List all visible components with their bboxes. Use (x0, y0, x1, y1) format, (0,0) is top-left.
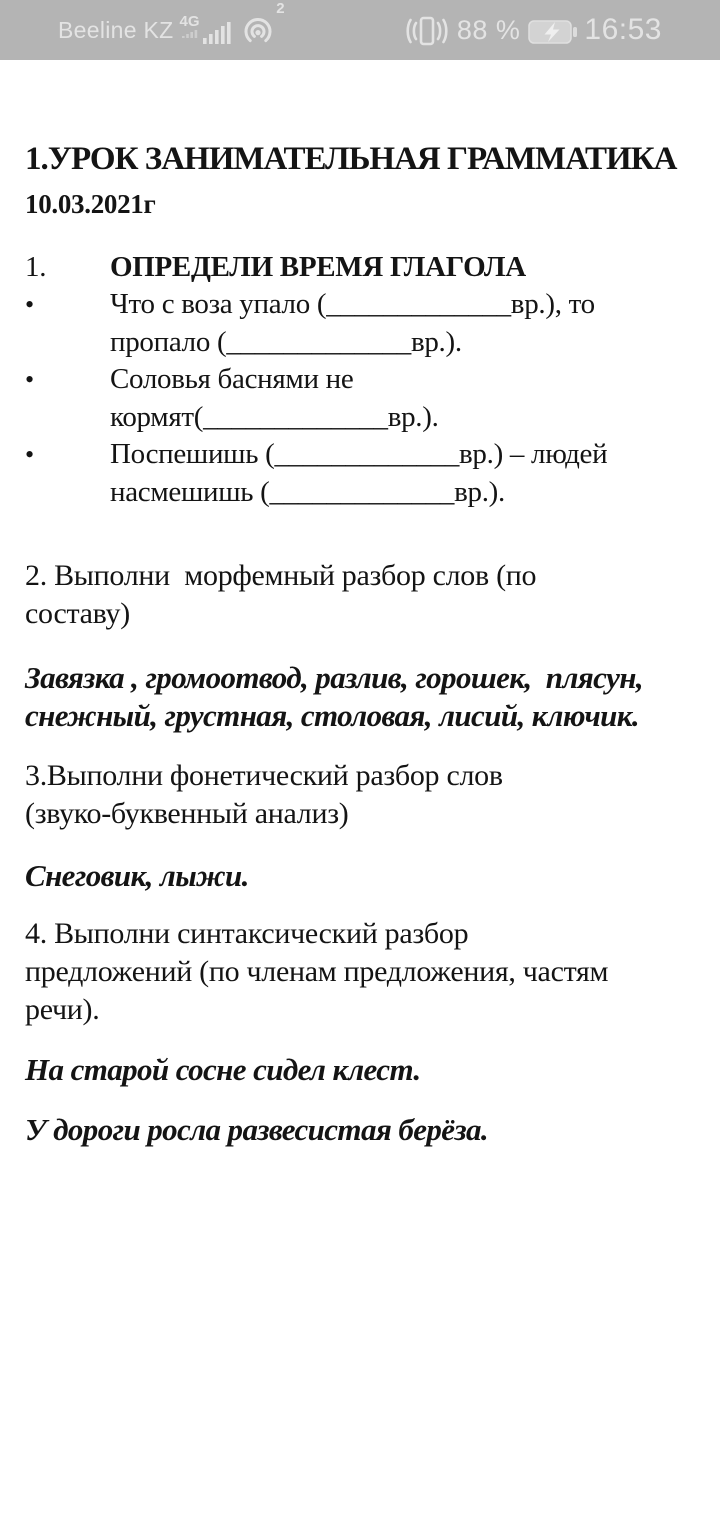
carrier-label: Beeline KZ (58, 16, 174, 43)
word-list-line: снежный, грустная, столовая, лисий, ключик. (25, 698, 640, 733)
task-4-section (25, 915, 695, 1029)
task-3-section (25, 757, 695, 833)
task-3-word-list (25, 857, 695, 895)
word-list-line: Завязка , громоотвод, разлив, горошек, плясун, (25, 660, 643, 695)
bullet-item (25, 436, 695, 511)
task-3-text-line: (звуко-буквенный анализ) (25, 797, 349, 830)
bullet-line: Соловья баснями не (110, 363, 354, 395)
bullet-line: пропало (_____________вр.). (110, 325, 462, 358)
status-left-cluster (58, 0, 285, 49)
hotspot-icon (241, 15, 275, 49)
battery-charging-icon (528, 18, 578, 46)
clock-time: 16:53 (584, 13, 662, 46)
task-1-heading: ОПРЕДЕЛИ ВРЕМЯ ГЛАГОЛА (110, 251, 526, 283)
status-bar (0, 0, 720, 60)
bullet-line: Что с воза упало (_____________вр.), то (110, 288, 595, 320)
bullet-item (25, 361, 695, 436)
task-2-section (25, 557, 695, 633)
bullet-item (25, 286, 695, 361)
vibrate-icon (405, 15, 449, 47)
document-viewport[interactable] (0, 138, 720, 1149)
bullet-text (110, 361, 439, 436)
battery-percent: 88 % (456, 14, 521, 45)
bullet-text (110, 436, 607, 511)
hotspot-indicator (241, 0, 285, 49)
document-title: 1.УРОК ЗАНИМАТЕЛЬНАЯ ГРАММАТИКА (25, 141, 677, 177)
task-1-number: 1. (25, 251, 47, 283)
bullet-line: насмешишь (_____________вр.). (110, 475, 505, 508)
task-2-word-list (25, 659, 695, 735)
task-2-text-line: 2. Выполни морфемный разбор слов (по (25, 559, 537, 592)
network-type-badge: 4G (180, 14, 200, 38)
task-4-text-line: речи). (25, 993, 100, 1026)
word-list-line: Снеговик, лыжи. (25, 858, 249, 893)
task-2-text-line: составу) (25, 597, 130, 630)
signal-bars-icon (203, 21, 231, 44)
task-3-text-line: 3.Выполни фонетический разбор слов (25, 759, 503, 792)
task-4-text-line: предложений (по членам предложения, частям (25, 955, 609, 988)
bullet-marker: • (25, 290, 34, 319)
task-4-text-line: 4. Выполни синтаксический разбор (25, 917, 469, 950)
bullet-line: Поспешишь (_____________вр.) – людей (110, 438, 608, 470)
task-4-sentence: На старой сосне сидел клест. (25, 1052, 421, 1087)
sim-signal-mini-icon (182, 30, 198, 38)
task-4-sentence: У дороги росла развесистая берёза. (25, 1112, 488, 1147)
task-1-heading-row (25, 248, 695, 286)
bullet-marker: • (25, 365, 34, 394)
bullet-text (110, 286, 595, 361)
hotspot-count-badge: 2 (276, 0, 285, 17)
bullet-line: кормят(_____________вр.). (110, 400, 439, 433)
document-date: 10.03.2021г (25, 189, 156, 219)
task-1-section (25, 248, 695, 511)
bullet-marker: • (25, 440, 34, 469)
status-right-cluster (405, 13, 662, 47)
